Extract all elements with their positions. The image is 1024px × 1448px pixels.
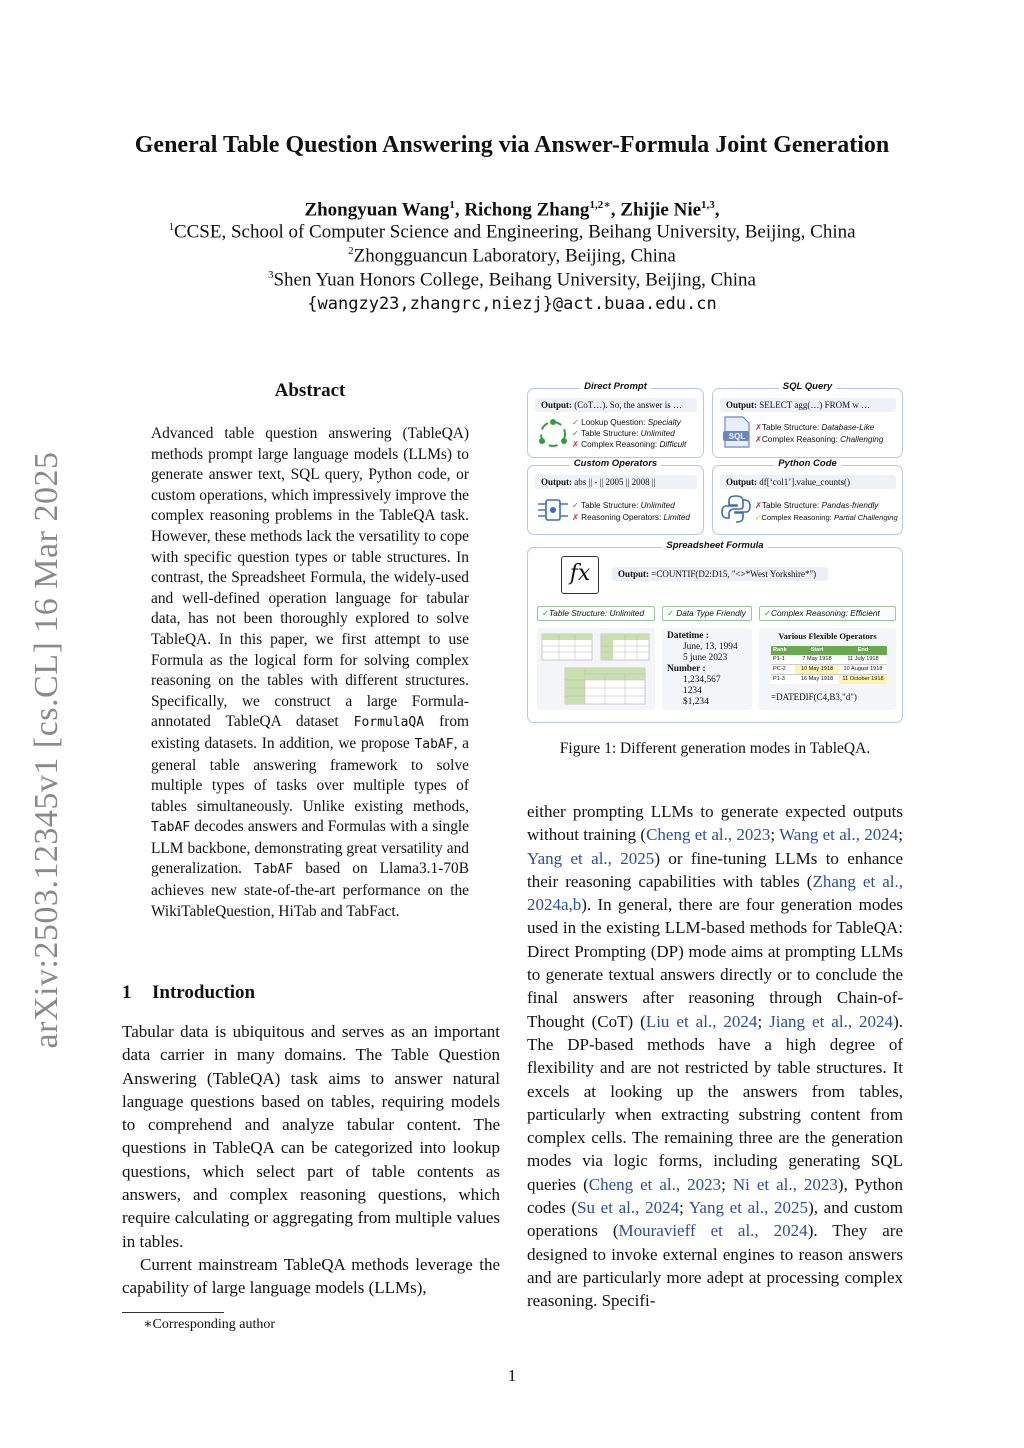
sql-query-title: SQL Query bbox=[779, 381, 836, 392]
custom-operators-title: Custom Operators bbox=[570, 458, 661, 469]
datetime-value: June, 13, 1994 bbox=[683, 642, 738, 652]
citation-link[interactable]: Cheng et al., 2023 bbox=[588, 1174, 722, 1194]
author-name: Zhijie Nie bbox=[620, 199, 702, 221]
table-row bbox=[771, 665, 887, 675]
table-cell: P1-1 bbox=[773, 656, 785, 662]
right-column-text bbox=[527, 800, 903, 1313]
spreadsheet-output bbox=[612, 567, 828, 581]
citation-link[interactable]: Yang et al., 2025 bbox=[527, 848, 655, 868]
text-run: ). They are designed to invoke external engines to reason answers and are particularly more adept at processing complex reasoning. Specifi- bbox=[527, 1221, 903, 1311]
abstract-body bbox=[151, 424, 469, 922]
dataset-name: FormulaQA bbox=[353, 715, 425, 731]
output-label: Output: bbox=[541, 477, 573, 487]
python-code-output bbox=[720, 475, 896, 489]
table-cell: 16 May 1918 bbox=[800, 676, 834, 682]
feature-value: Pandas-friendly bbox=[821, 501, 879, 510]
formula-fx-icon: fx bbox=[561, 556, 599, 594]
operators-panel bbox=[759, 628, 896, 710]
cross-icon: ✗ bbox=[755, 423, 762, 432]
affiliation-text: CCSE, School of Computer Science and Engineering, Beihang University, Beijing, China bbox=[173, 221, 856, 243]
feature-row bbox=[572, 500, 675, 512]
text-run: ) or fine-tuning LLMs to enhance their reasoning capabilities with tables ( bbox=[527, 848, 903, 891]
author-sup: 1 bbox=[449, 199, 455, 211]
check-icon: ✓ bbox=[542, 608, 549, 618]
table-row bbox=[771, 675, 887, 684]
header-cell: End bbox=[857, 647, 869, 653]
output-label: Output: bbox=[726, 400, 758, 410]
citation-link[interactable]: Wang et al., 2024 bbox=[779, 825, 899, 845]
left-column-text bbox=[122, 1020, 500, 1300]
custom-operators-output bbox=[535, 475, 697, 489]
header-cell: Start bbox=[810, 647, 824, 653]
output-text: =COUNTIF(D2:D15, "<>*West Yorkshire*") bbox=[649, 569, 817, 579]
cycle-icon bbox=[536, 417, 570, 451]
python-code-box bbox=[712, 458, 903, 535]
model-name: TabAF bbox=[254, 862, 294, 878]
datetime-value: 5 june 2023 bbox=[683, 653, 728, 663]
number-value: 1234 bbox=[683, 686, 702, 696]
pill-text: Complex Reasoning: Efficient bbox=[770, 608, 880, 618]
model-name: TabAF bbox=[151, 820, 191, 836]
table-thumbnail-graphic bbox=[537, 628, 655, 710]
feature-row bbox=[755, 500, 878, 512]
arxiv-stamp: arXiv:2503.12345v1 [cs.CL] 16 Mar 2025 bbox=[28, 451, 65, 1049]
text-run: ). The DP-based methods have a high degree of flexibility and are not restricted by table structures. It excels at looking up the answers from tables, particularly when extracting substring content from complex cells. The remaining three are the generation modes via logic forms, including generating SQL queries ( bbox=[527, 1011, 903, 1194]
operators-title: Various Flexible Operators bbox=[778, 631, 877, 641]
author-list: Zhongyuan Wang$^1$, Richong Zhang$^{1,2∗}$, Zhijie Nie$^{1,3}$, bbox=[304, 199, 720, 221]
feature-row bbox=[572, 512, 690, 524]
output-label: Output: bbox=[726, 477, 758, 487]
check-icon: ✓ bbox=[572, 501, 579, 510]
table-row bbox=[771, 655, 887, 665]
feature-label: Table Structure: bbox=[761, 501, 822, 510]
citation-link[interactable]: Liu et al., 2024 bbox=[645, 1011, 758, 1031]
box-title-wrap bbox=[528, 381, 703, 393]
check-icon: ✓ bbox=[667, 608, 674, 618]
citation-link[interactable]: Jiang et al., 2024 bbox=[769, 1011, 894, 1031]
author-name: Richong Zhang bbox=[464, 199, 590, 221]
output-text: df[‘col1’].value_counts() bbox=[757, 477, 850, 487]
affiliation bbox=[0, 269, 1024, 291]
paragraph: Tabular data is ubiquitous and serves as an important data carrier in many domains. The Table Question Answering (TableQA) task aims to answer natural language questions based on tables, requiring models to comprehend and analyze tabular content. The questions in TableQA can be categorized into lookup questions, which select part of table contents as answers, and complex reasoning questions, which require calculating or aggregating from multiple values in tables. bbox=[122, 1022, 500, 1251]
check-icon: ✓ bbox=[572, 418, 579, 427]
feature-label: Table Structure: bbox=[581, 429, 641, 438]
figure-caption: Figure 1: Different generation modes in TableQA. bbox=[559, 740, 871, 757]
sql-query-output bbox=[720, 398, 896, 412]
output-text: abs || - || 2005 || 2008 || bbox=[572, 477, 656, 487]
operator-formula: =DATEDIF(C4,B3,"d") bbox=[771, 692, 857, 702]
footnote-rule bbox=[122, 1312, 224, 1313]
feature-row bbox=[572, 428, 675, 440]
author-email: {wangzy23,zhangrc,niezj}@act.buaa.edu.cn bbox=[307, 294, 717, 314]
pill-badge bbox=[537, 606, 655, 621]
feature-label: Table Structure: bbox=[581, 501, 641, 510]
feature-value: Partial Challenging bbox=[833, 513, 898, 522]
table-cell: 11 July 1918 bbox=[847, 656, 879, 662]
pill-badge bbox=[759, 606, 896, 621]
feature-value: Unlimited bbox=[640, 501, 675, 510]
citation-link[interactable]: Zhang et al., 2024a,b bbox=[527, 871, 903, 915]
table-cell: PC-2 bbox=[773, 666, 786, 672]
paper-title: General Table Question Answering via Answer-Formula Joint Generation bbox=[134, 132, 890, 158]
python-icon bbox=[721, 494, 751, 524]
citation-link[interactable]: Mouravieff et al., 2024 bbox=[618, 1221, 808, 1241]
feature-label: Complex Reasoning: bbox=[761, 513, 834, 522]
feature-label: Table Structure: bbox=[761, 423, 822, 432]
arxiv-stamp-container bbox=[22, 450, 72, 1050]
output-label: Output: bbox=[541, 400, 573, 410]
affiliation bbox=[0, 245, 1024, 267]
abstract-text: , a general table answering framework to solve multiple types of tasks over multiple types of tables simultaneously. Unlike existing methods, bbox=[151, 734, 469, 815]
feature-value: Database-Like bbox=[821, 423, 875, 432]
citation-link[interactable]: Cheng et al., 2023 bbox=[646, 825, 771, 845]
model-name: TabAF bbox=[414, 736, 454, 752]
paragraph: Current mainstream TableQA methods leverage the capability of large language models (LLMs), bbox=[122, 1254, 500, 1298]
table-thumbnails bbox=[537, 628, 655, 710]
feature-row bbox=[572, 439, 686, 451]
feature-value: Challenging bbox=[840, 435, 884, 444]
feature-row bbox=[755, 422, 874, 434]
direct-prompt-title: Direct Prompt bbox=[580, 381, 651, 392]
spreadsheet-formula-box bbox=[527, 540, 903, 723]
text-run: ). In general, there are four generation modes used in the existing LLM-based methods for TableQA: Direct Prompting (DP) mode aims at prompting LLMs to generate textual answers directly or to conclude the final answers after reasoning through Chain-of-Thought (CoT) ( bbox=[527, 895, 903, 1031]
direct-prompt-output bbox=[535, 398, 697, 412]
cross-icon: ✗ bbox=[572, 513, 579, 522]
box-title-wrap bbox=[528, 458, 703, 470]
circuit-icon bbox=[536, 494, 570, 526]
pill-badge bbox=[662, 606, 752, 621]
spreadsheet-formula-title: Spreadsheet Formula bbox=[662, 540, 767, 551]
box-title-wrap bbox=[713, 381, 902, 393]
number-value: 1,234,567 bbox=[683, 675, 721, 685]
paragraph: either prompting LLMs to generate expected outputs without training (Cheng et al., 2023; Wang et al., 2024; Yang et al., 2025) or fine-tuning LLMs to enhance their reasoning capabilities with tables (Zhang et al., 2024a,b). In general, there are four generation modes used in the existing LLM-based methods for TableQA: Direct Prompting (DP) mode aims at prompting LLMs to generate textual answers directly or to conclude the final answers after reasoning through Chain-of-Thought (CoT) (Liu et al., 2024; Jiang et al., 2024). The DP-based methods have a high degree of flexibility and are not restricted by table structures. It excels at looking up the answers from tables, particularly when extracting substring content from complex cells. The remaining three are the generation modes via logic forms, including generating SQL queries (Cheng et al., 2023; Ni et al., 2023), Python codes (Su et al., 2024; Yang et al., 2025), and custom operations (Mouravieff et al., 2024). They are designed to invoke external engines to reason answers and are particularly more adept at processing complex reasoning. Specifi- bbox=[527, 802, 903, 1311]
table-cell: 10 May 1918 bbox=[795, 665, 839, 674]
feature-row bbox=[755, 512, 898, 524]
feature-label: Reasoning Operators: bbox=[581, 513, 664, 522]
sql-icon-label: SQL bbox=[728, 432, 746, 441]
table-cell: 10 August 1918 bbox=[843, 666, 883, 672]
number-label: Number : bbox=[667, 664, 706, 674]
table-cell: 7 May 1918 bbox=[802, 656, 832, 662]
affiliation bbox=[0, 221, 1024, 243]
cross-icon: ✗ bbox=[755, 435, 762, 444]
section-heading bbox=[122, 982, 255, 1004]
affiliation-sup: 3 bbox=[267, 269, 274, 281]
feature-label: Complex Reasoning: bbox=[761, 435, 841, 444]
check-icon: ✓ bbox=[764, 608, 771, 618]
affiliation-text: Zhongguancun Laboratory, Beijing, China bbox=[353, 245, 676, 267]
check-icon: ✓ bbox=[572, 429, 579, 438]
affiliation-text: Shen Yuan Honors College, Beihang University, Beijing, China bbox=[273, 269, 756, 291]
custom-operators-box bbox=[527, 458, 704, 535]
citation-link[interactable]: Su et al., 2024 bbox=[577, 1198, 680, 1218]
pill-text: Table Structure: Unlimited bbox=[548, 608, 645, 618]
feature-value: Specialty bbox=[647, 418, 681, 427]
feature-label: Lookup Question: bbox=[581, 418, 648, 427]
pill-text: Data Type Friendly bbox=[676, 608, 746, 618]
affiliation-sup: 2 bbox=[348, 245, 354, 257]
python-code-title: Python Code bbox=[774, 458, 841, 469]
abstract-text: decodes answers and Formulas with a single LLM backbone, demonstrating great versatility and generalization. bbox=[151, 818, 469, 878]
abstract-text: Advanced table question answering (TableQA) methods prompt large language models (LLMs) to generate answer text, SQL query, Python code, or custom operations, which impressively improve the complex reasoning problems in the TableQA task. However, these methods lack the versatility to cope with specific question types or table structures. In contrast, the Spreadsheet Formula, the widely-used and well-defined operation language for tabular data, has not been thoroughly explored to solve TableQA. In this paper, we first attempt to use Formula as the logical form for solving complex reasoning on the tables with different structures. Specifically, we construct a large Formula-annotated TableQA dataset bbox=[151, 425, 470, 731]
text-run: ), and custom operations ( bbox=[527, 1198, 903, 1241]
feature-row bbox=[755, 434, 883, 446]
output-text: SELECT agg(…) FROM w … bbox=[757, 400, 871, 410]
abstract-text: based on Llama3.1-70B achieves new state-of-the-art performance on the WikiTableQuestion, HiTab and TabFact. bbox=[151, 860, 469, 920]
datetime-label: Datetime : bbox=[667, 631, 709, 641]
number-value: $1,234 bbox=[683, 697, 709, 707]
page-number: 1 bbox=[507, 1366, 517, 1385]
output-label: Output: bbox=[618, 569, 650, 579]
feature-value: Unlimited bbox=[640, 429, 675, 438]
author-sup: 1,2∗ bbox=[589, 199, 611, 211]
author-name: Zhongyuan Wang bbox=[304, 199, 450, 221]
operators-table-header bbox=[771, 646, 887, 655]
section-title: Introduction bbox=[152, 982, 256, 1003]
cross-icon: ✗ bbox=[572, 440, 579, 449]
feature-row bbox=[572, 417, 681, 429]
abstract-heading: Abstract bbox=[274, 380, 346, 401]
feature-label: Complex Reasoning: bbox=[581, 440, 660, 449]
cross-icon: ✗ bbox=[755, 501, 762, 510]
check-icon: ✓ bbox=[755, 513, 762, 522]
header-cell: Rank bbox=[773, 647, 787, 653]
feature-value: Limited bbox=[663, 513, 690, 522]
section-number: 1 bbox=[122, 982, 132, 1003]
author-sup: 1,3 bbox=[701, 199, 715, 211]
operators-table bbox=[771, 646, 887, 684]
feature-value: Difficult bbox=[659, 440, 687, 449]
data-type-panel bbox=[662, 628, 752, 710]
citation-link[interactable]: Yang et al., 2025 bbox=[688, 1198, 809, 1218]
box-title-wrap bbox=[713, 458, 902, 470]
affiliation-sup: 1 bbox=[168, 221, 174, 233]
citation-link[interactable]: Ni et al., 2023 bbox=[732, 1174, 838, 1194]
sql-query-box bbox=[712, 381, 903, 458]
box-title-wrap bbox=[528, 540, 902, 552]
footnote: ∗Corresponding author bbox=[143, 1317, 275, 1332]
output-text: (CoT…). So, the answer is … bbox=[572, 400, 683, 410]
text-run: ), Python codes ( bbox=[527, 1174, 903, 1218]
table-cell: 11 October 1918 bbox=[839, 675, 887, 684]
text-run: either prompting LLMs to generate expected outputs without training ( bbox=[527, 802, 903, 845]
table-cell: P1-3 bbox=[773, 676, 785, 682]
abstract-text: from existing datasets. In addition, we propose bbox=[151, 713, 469, 752]
direct-prompt-box bbox=[527, 381, 704, 458]
